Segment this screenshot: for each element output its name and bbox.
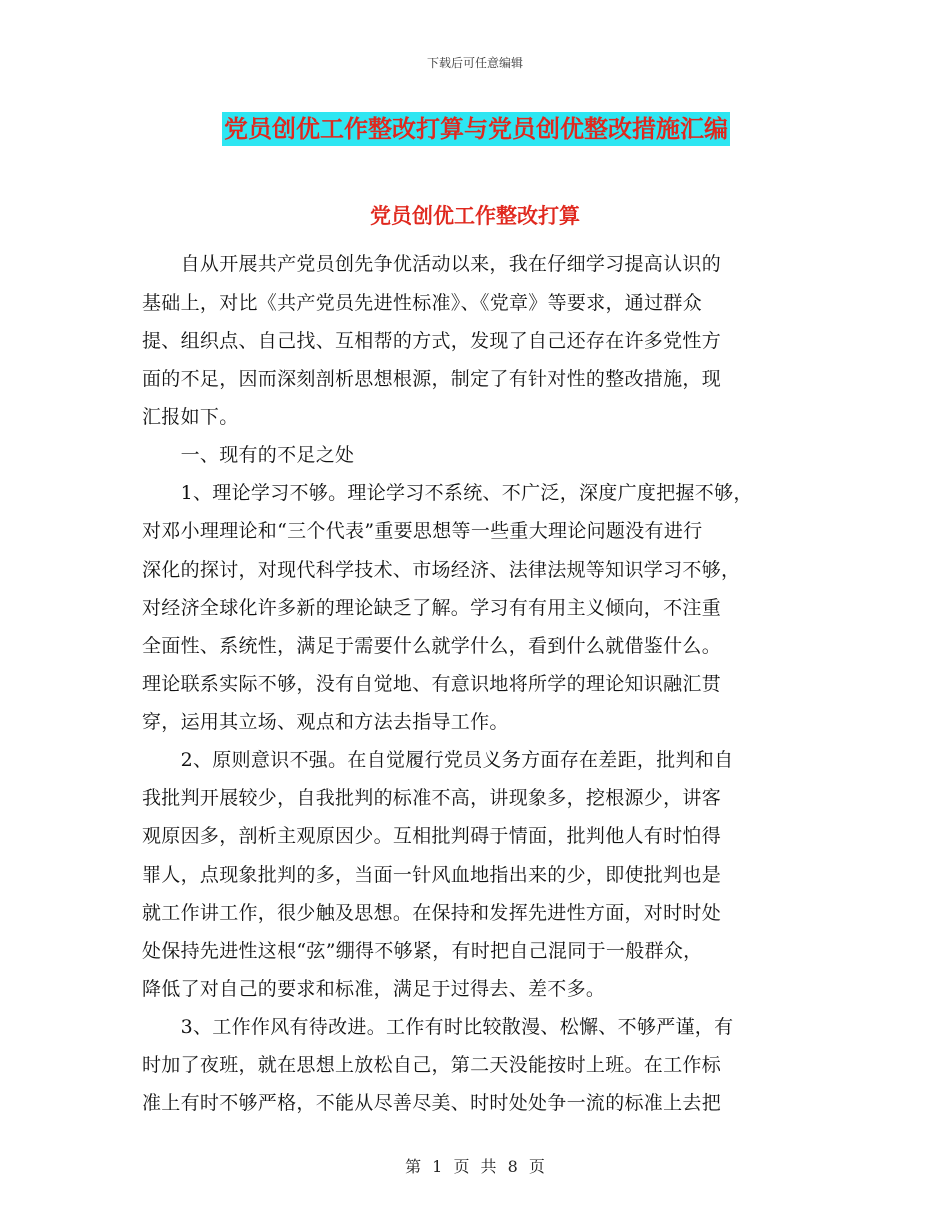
body-line: 汇报如下。 [142,406,239,428]
body-line: 提、组织点、自己找、互相帮的方式，发现了自己还存在许多党性方 [142,330,722,352]
body-line: 时加了夜班，就在思想上放松自己，第二天没能按时上班。在工作标 [142,1054,722,1076]
body-line: 深化的探讨，对现代科学技术、市场经济、法律法规等知识学习不够， [142,559,741,581]
body-line: 准上有时不够严格，不能从尽善尽美、时时处处争一流的标准上去把 [142,1092,722,1114]
body-line: 降低了对自己的要求和标准，满足于过得去、差不多。 [142,978,606,1000]
body-line: 穿，运用其立场、观点和方法去指导工作。 [142,711,509,733]
body-line: 罪人，点现象批判的多，当面一针风血地指出来的少，即使批判也是 [142,864,722,886]
body-line: 1、理论学习不够。理论学习不系统、不广泛，深度广度把握不够， [142,482,753,504]
body-line: 处保持先进性这根“弦”绷得不够紧，有时把自己混同于一般群众， [142,940,703,962]
page-header-note: 下载后可任意编辑 [426,56,523,70]
body-line: 2、原则意识不强。在自觉履行党员义务方面存在差距，批判和自 [142,749,734,771]
body-line: 对经济全球化许多新的理论缺乏了解。学习有有用主义倾向，不注重 [142,597,722,619]
section-title: 党员创优工作整改打算 [370,204,580,228]
body-line: 基础上，对比《共产党员先进性标准》、《党章》等要求，通过群众 [142,292,703,314]
section-heading-line: 一、现有的不足之处 [142,444,355,466]
body-line: 就工作讲工作，很少触及思想。在保持和发挥先进性方面，对时时处 [142,902,722,924]
body-line: 3、工作作风有待改进。工作有时比较散漫、松懈、不够严谨，有 [142,1016,734,1038]
body-line: 理论联系实际不够，没有自觉地、有意识地将所学的理论知识融汇贯 [142,673,722,695]
body-line: 对邓小理理论和“三个代表”重要思想等一些重大理论问题没有进行 [142,520,703,542]
body-line: 面的不足，因而深刻剖析思想根源，制定了有针对性的整改措施，现 [142,368,722,390]
body-line: 观原因多，剖析主观原因少。互相批判碍于情面，批判他人有时怕得 [142,825,722,847]
body-line: 我批判开展较少，自我批判的标准不高，讲现象多，挖根源少，讲客 [142,787,722,809]
body-line: 自从开展共产党员创先争优活动以来，我在仔细学习提高认识的 [142,253,722,275]
document-title: 党员创优工作整改打算与党员创优整改措施汇编 [222,112,730,146]
body-line: 全面性、系统性，满足于需要什么就学什么，看到什么就借鉴什么。 [142,635,722,657]
page-number-footer: 第 1 页 共 8 页 [405,1157,545,1176]
